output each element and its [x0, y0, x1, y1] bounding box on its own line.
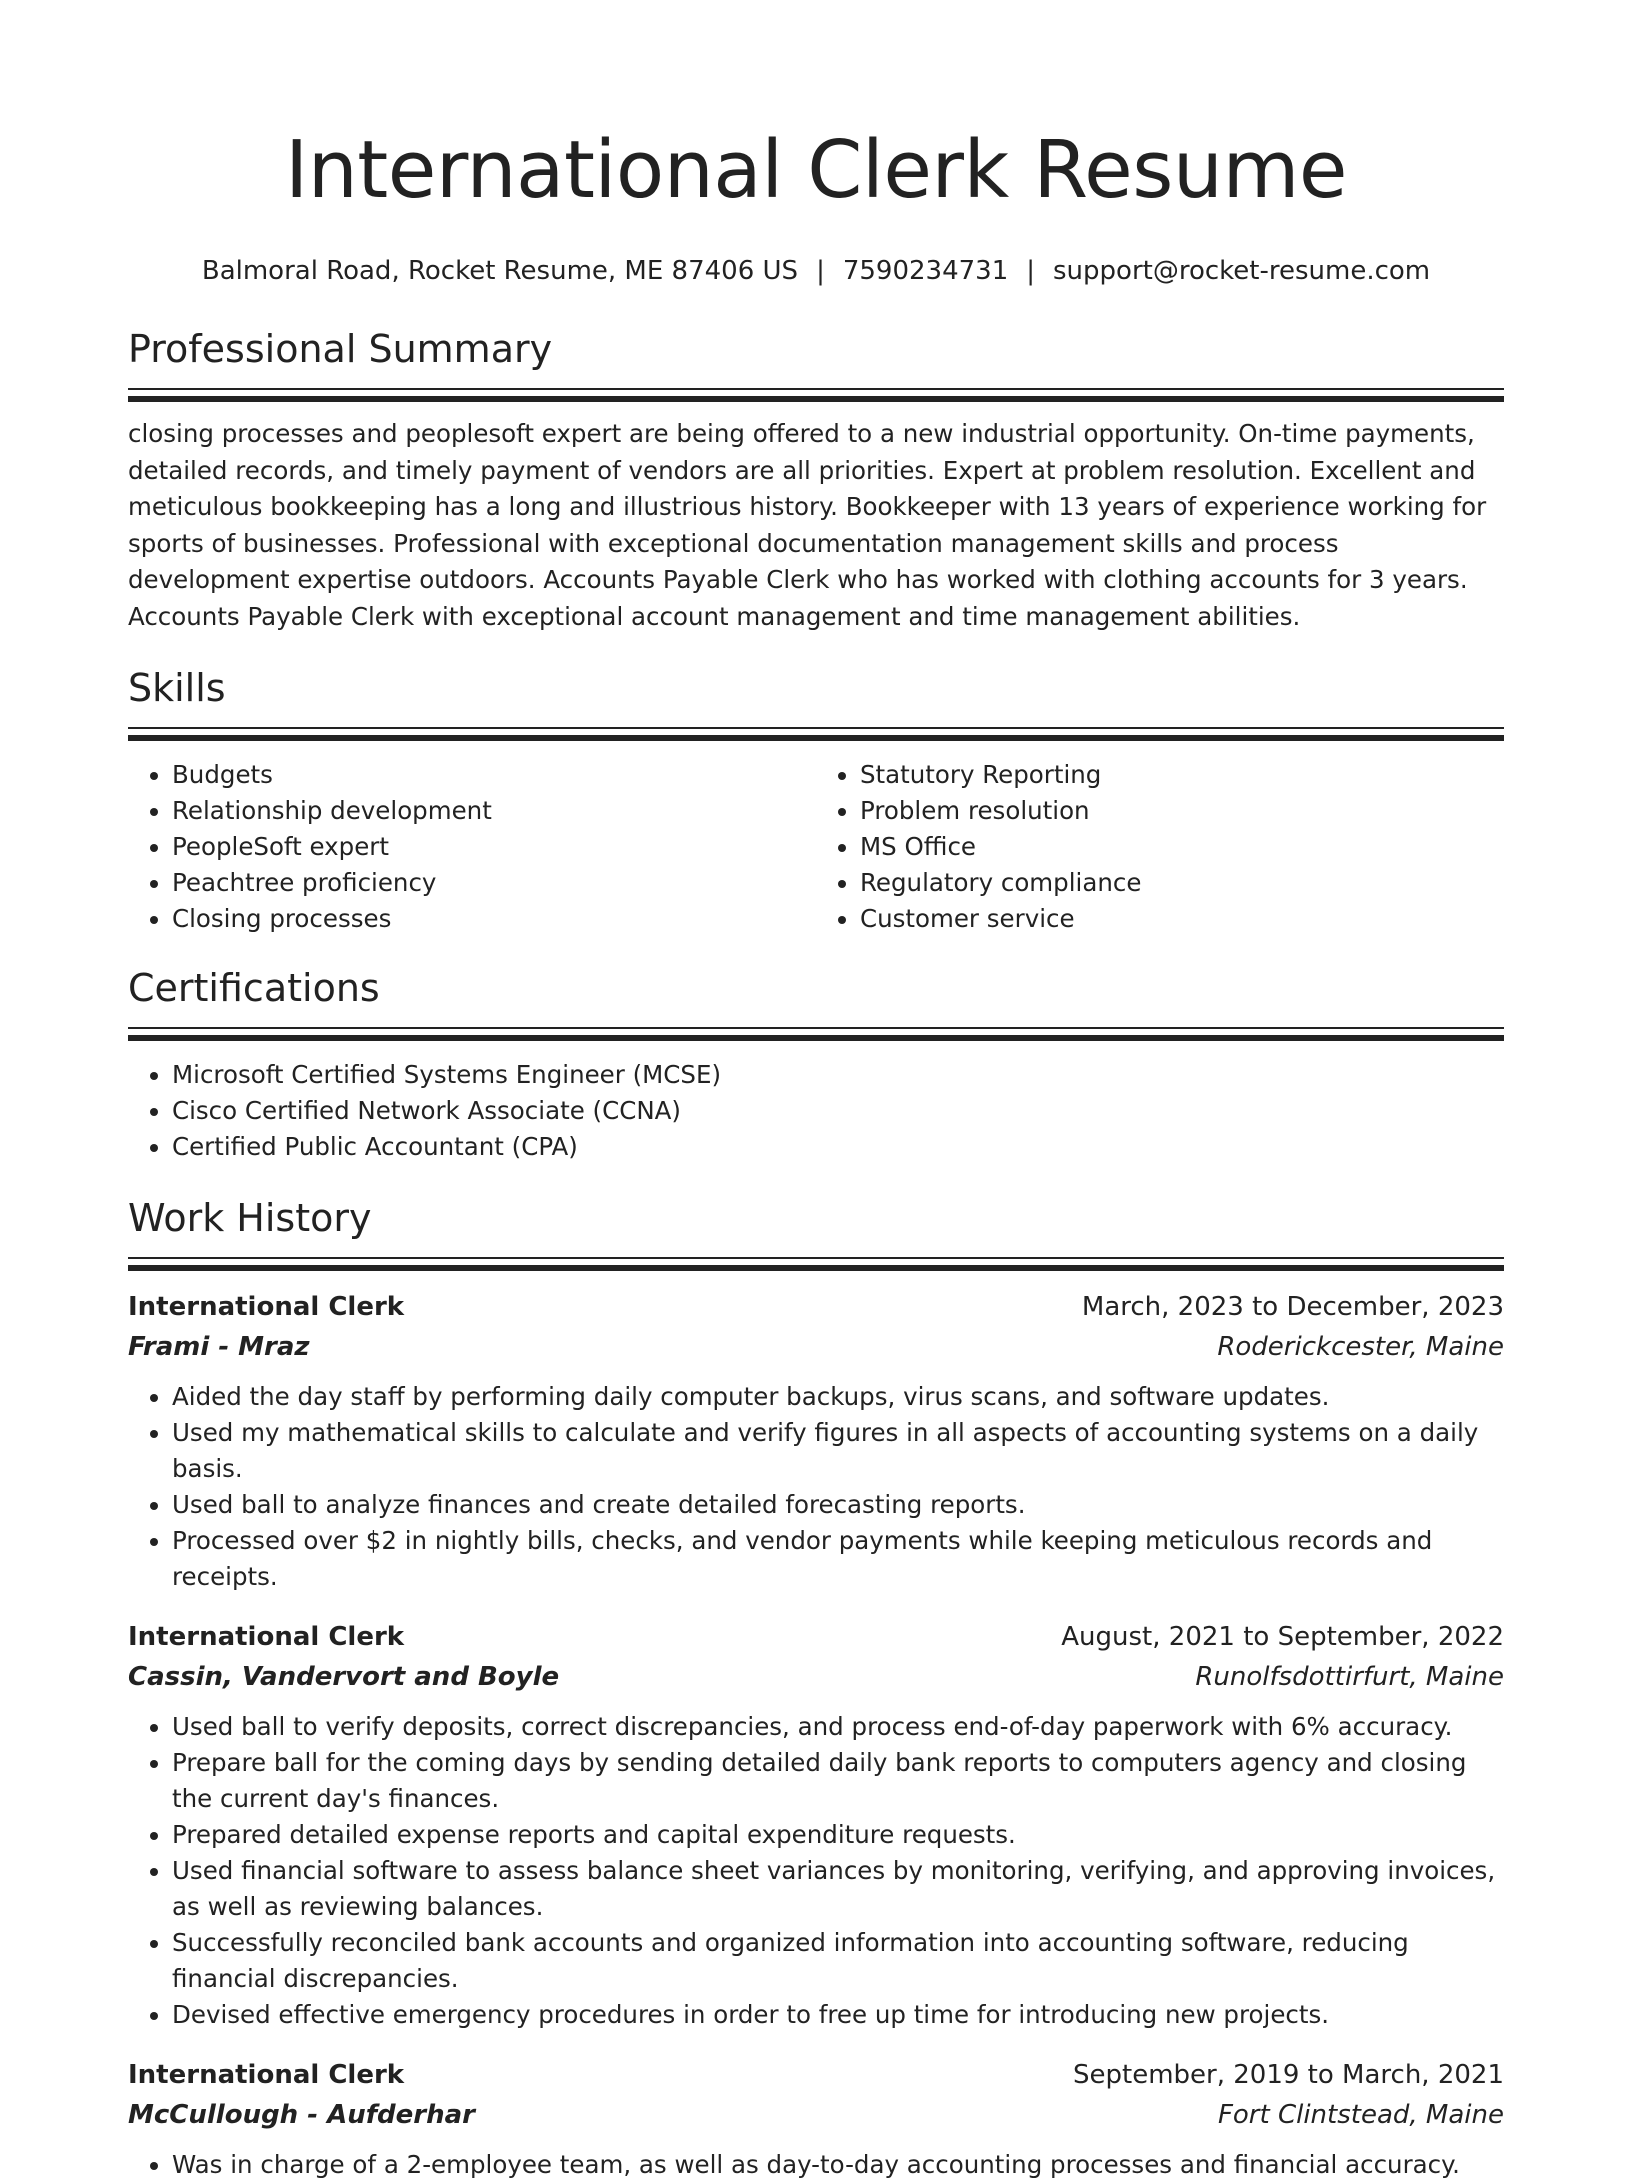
job-entry — [128, 1287, 1504, 1595]
job-bullets — [128, 2147, 1504, 2183]
job-title: International Clerk — [128, 2060, 405, 2090]
skill-item: • Budgets — [172, 757, 816, 793]
section-divider — [128, 1257, 1504, 1271]
job-location: Runolfsdottirfurt, Maine — [1195, 1662, 1504, 1692]
summary-section — [128, 324, 1504, 635]
section-title-summary: Professional Summary — [128, 327, 553, 371]
job-company: Cassin, Vandervort and Boyle — [128, 1662, 560, 1692]
skill-item: • Customer service — [860, 901, 1504, 937]
job-dates: September, 2019 to March, 2021 — [1073, 2060, 1504, 2090]
job-dates: August, 2021 to September, 2022 — [1061, 1622, 1504, 1652]
job-bullet: • Used ball to analyze finances and create detailed forecasting reports. — [172, 1487, 1504, 1523]
skill-item: • Closing processes — [172, 901, 816, 937]
skills-section — [128, 663, 1504, 937]
job-bullet: • Used financial software to assess balance sheet variances by monitoring, verifying, and approving invoices, as well as reviewing balances. — [172, 1853, 1504, 1925]
section-title-work-history: Work History — [128, 1196, 372, 1240]
job-bullets — [128, 1379, 1504, 1595]
job-location: Fort Clintstead, Maine — [1217, 2100, 1504, 2130]
skills-list-left — [128, 757, 816, 937]
job-company: Frami - Mraz — [128, 1332, 310, 1362]
skill-item: • Peachtree proficiency — [172, 865, 816, 901]
job-bullet: • Used ball to verify deposits, correct discrepancies, and process end-of-day paperwork with 6% accuracy. — [172, 1709, 1504, 1745]
job-bullet: • Aided the day staff by performing daily computer backups, virus scans, and software updates. — [172, 1379, 1504, 1415]
job-header — [128, 1287, 1504, 1327]
certifications-section — [128, 963, 1504, 1165]
job-header — [128, 2055, 1504, 2095]
work-history-section — [128, 1193, 1504, 2183]
job-subheader — [128, 1327, 1504, 1367]
summary-text: closing processes and peoplesoft expert are being offered to a new industrial opportunity. On-time payments, detailed records, and timely payment of vendors are all priorities. Expert at problem resolution. Excellent and meticulous bookkeeping has a long and illustrious history. Bookkeeper with 13 years of experience working for sports of businesses. Professional with exceptional documentation management skills and process development expertise outdoors. Accounts Payable Clerk who has worked with clothing accounts for 3 years. Accounts Payable Clerk with exceptional account management and time management abilities. — [128, 419, 1487, 631]
section-divider — [128, 1027, 1504, 1041]
skill-item: • Statutory Reporting — [860, 757, 1504, 793]
job-bullet: • Processed over $2 in nightly bills, checks, and vendor payments while keeping meticulous records and receipts. — [172, 1523, 1504, 1595]
contact-line — [128, 254, 1504, 288]
contact-separator: | — [816, 256, 825, 286]
contact-email: support@rocket-resume.com — [1053, 256, 1431, 286]
job-subheader — [128, 2095, 1504, 2135]
skill-item: • Problem resolution — [860, 793, 1504, 829]
job-entry — [128, 1617, 1504, 2033]
contact-separator: | — [1026, 256, 1036, 286]
contact-phone: 7590234731 — [842, 256, 1009, 286]
job-bullets — [128, 1709, 1504, 2033]
certification-item: • Cisco Certified Network Associate (CCNA) — [172, 1093, 1504, 1129]
job-bullet: • Successfully reconciled bank accounts and organized information into accounting software, reducing financial discrepancies. — [172, 1925, 1504, 1997]
job-subheader — [128, 1657, 1504, 1697]
section-divider — [128, 388, 1504, 402]
job-header — [128, 1617, 1504, 1657]
job-bullet: • Prepare ball for the coming days by sending detailed daily bank reports to computers agency and closing the current day's finances. — [172, 1745, 1504, 1817]
contact-address: Balmoral Road, Rocket Resume, ME 87406 US — [201, 256, 799, 286]
certifications-list — [128, 1057, 1504, 1165]
job-bullet: • Used my mathematical skills to calculate and verify figures in all aspects of accounting systems on a daily basis. — [172, 1415, 1504, 1487]
job-bullet: • Devised effective emergency procedures in order to free up time for introducing new projects. — [172, 1997, 1504, 2033]
section-divider — [128, 727, 1504, 741]
job-title: International Clerk — [128, 1292, 405, 1322]
job-title: International Clerk — [128, 1622, 405, 1652]
section-title-certifications: Certifications — [128, 966, 380, 1010]
section-title-skills: Skills — [128, 666, 226, 710]
job-dates: March, 2023 to December, 2023 — [1081, 1292, 1504, 1322]
job-bullet: • Was in charge of a 2-employee team, as well as day-to-day accounting processes and financial accuracy. — [172, 2147, 1504, 2183]
job-location: Roderickcester, Maine — [1217, 1332, 1504, 1362]
skill-item: • Relationship development — [172, 793, 816, 829]
skills-list-right — [816, 757, 1504, 937]
certification-item: • Microsoft Certified Systems Engineer (MCSE) — [172, 1057, 1504, 1093]
skills-columns — [128, 757, 1504, 937]
certification-item: • Certified Public Accountant (CPA) — [172, 1129, 1504, 1165]
skill-item: • PeopleSoft expert — [172, 829, 816, 865]
job-bullet: • Prepared detailed expense reports and capital expenditure requests. — [172, 1817, 1504, 1853]
skill-item: • Regulatory compliance — [860, 865, 1504, 901]
resume-title: International Clerk Resume — [284, 124, 1348, 216]
job-entry — [128, 2055, 1504, 2183]
skill-item: • MS Office — [860, 829, 1504, 865]
job-company: McCullough - Aufderhar — [128, 2100, 475, 2130]
